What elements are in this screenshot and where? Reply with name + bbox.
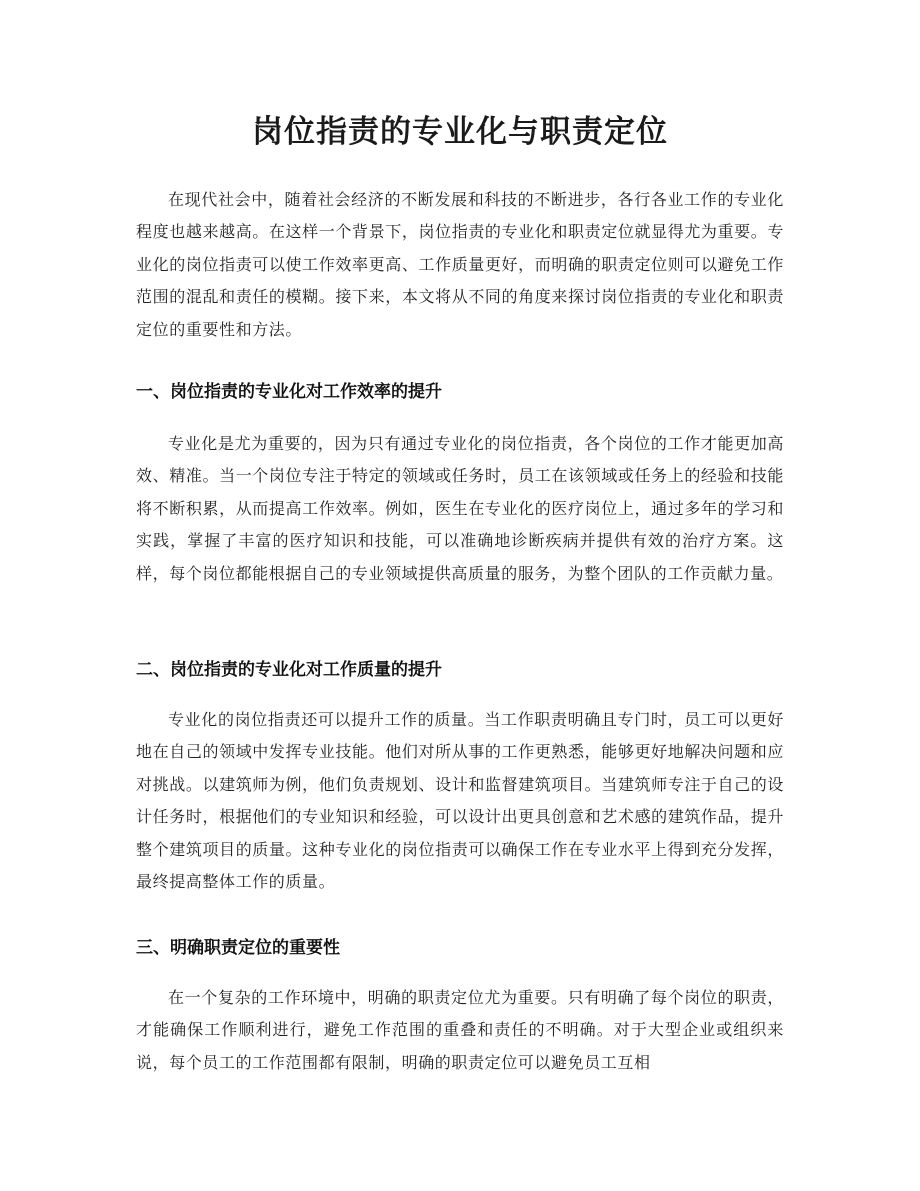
section-3-paragraph: 在一个复杂的工作环境中，明确的职责定位尤为重要。只有明确了每个岗位的职责，才能确保工作顺利进行，避免工作范围的重叠和责任的不明确。对于大型企业或组织来说，每个员工的工作范围都有限制，明确的职责定位可以避免员工互相 (136, 988, 784, 1072)
section-2-paragraph: 专业化的岗位指责还可以提升工作的质量。当工作职责明确且专门时，员工可以更好地在自己的领域中发挥专业技能。他们对所从事的工作更熟悉，能够更好地解决问题和应对挑战。以建筑师为例，他们负责规划、设计和监督建筑项目。当建筑师专注于自己的设计任务时，根据他们的专业知识和经验，可以设计出更具创意和艺术感的建筑作品，提升整个建筑项目的质量。这种专业化的岗位指责可以确保工作在专业水平上得到充分发挥，最终提高整体工作的质量。 (136, 710, 784, 892)
intro-paragraph: 在现代社会中，随着社会经济的不断发展和科技的不断进步，各行各业工作的专业化程度也越来越高。在这样一个背景下，岗位指责的专业化和职责定位就显得尤为重要。专业化的岗位指责可以使工作效率更高、工作质量更好，而明确的职责定位则可以避免工作范围的混乱和责任的模糊。接下来，本文将从不同的角度来探讨岗位指责的专业化和职责定位的重要性和方法。 (136, 190, 784, 339)
section-3-heading: 三、明确职责定位的重要性 (136, 938, 340, 958)
section-1-heading: 一、岗位指责的专业化对工作效率的提升 (136, 382, 442, 402)
section-1-paragraph: 专业化是尤为重要的，因为只有通过专业化的岗位指责，各个岗位的工作才能更加高效、精准。当一个岗位专注于特定的领域或任务时，员工在该领域或任务上的经验和技能将不断积累，从而提高工作效率。例如，医生在专业化的医疗岗位上，通过多年的学习和实践，掌握了丰富的医疗知识和技能，可以准确地诊断疾病并提供有效的治疗方案。这样，每个岗位都能根据自己的专业领域提供高质量的服务，为整个团队的工作贡献力量。 (136, 434, 784, 583)
section-2-heading: 二、岗位指责的专业化对工作质量的提升 (136, 660, 442, 680)
document-title: 岗位指责的专业化与职责定位 (252, 114, 668, 150)
